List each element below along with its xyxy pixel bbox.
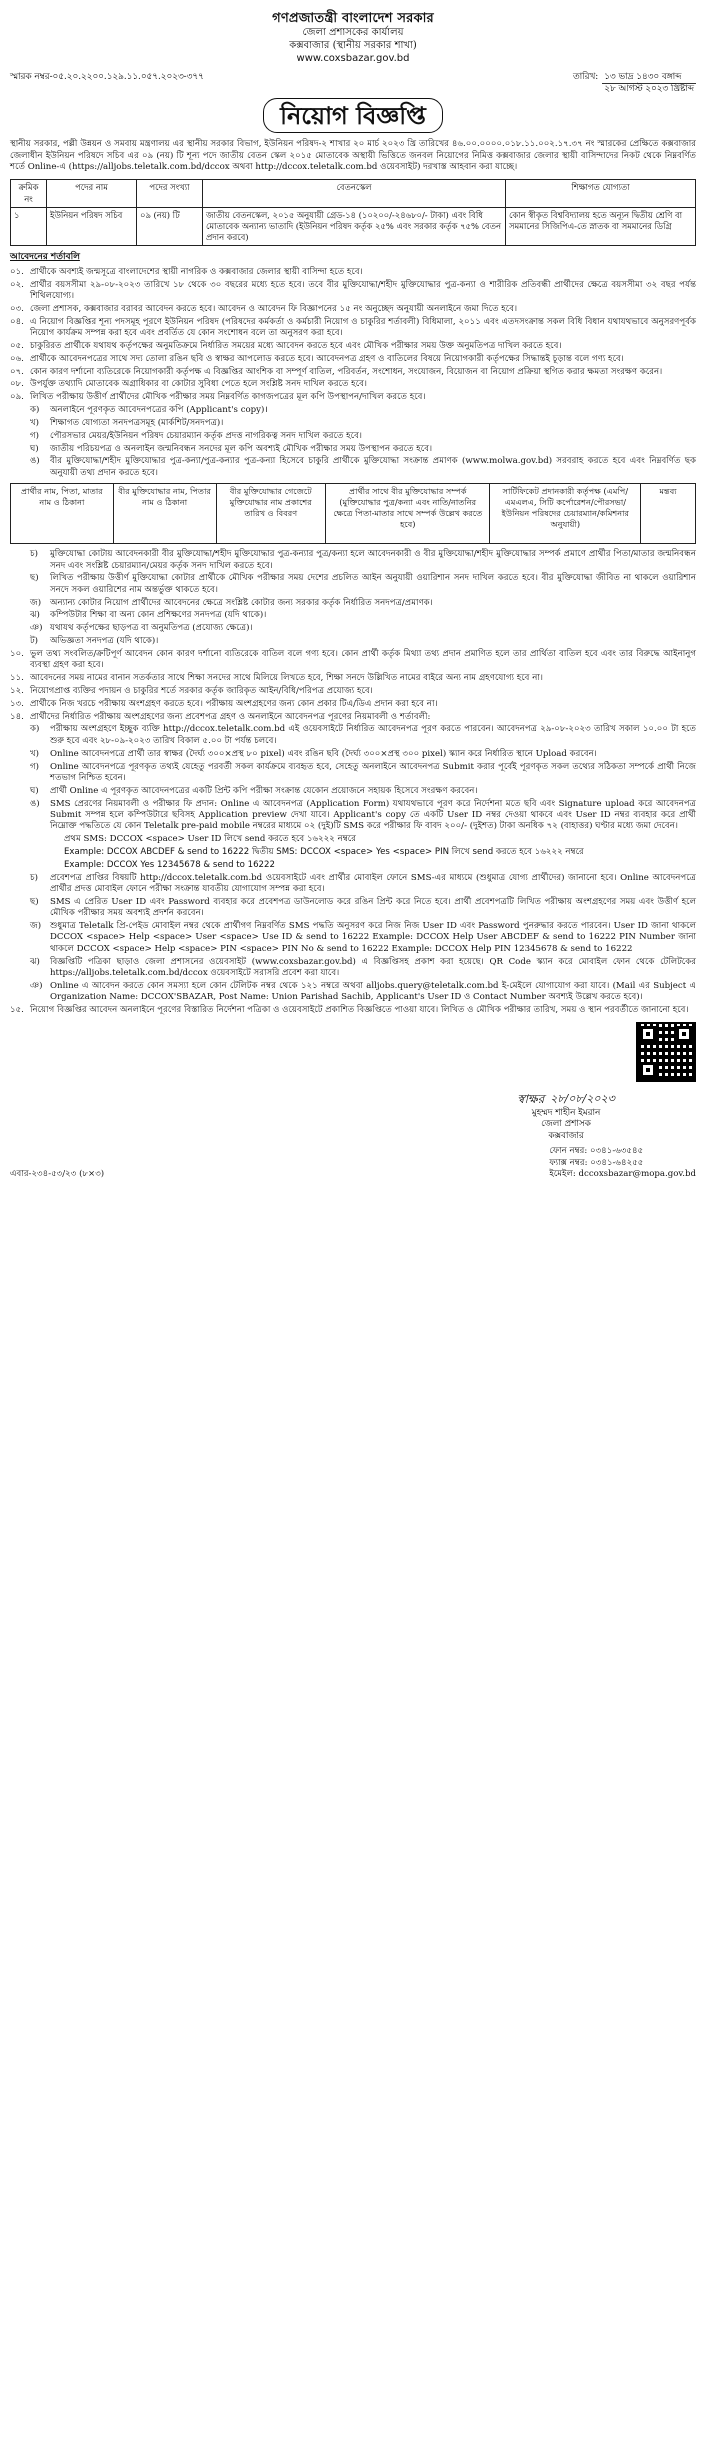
condition-text: শুধুমাত্র Teletalk প্রি-পেইড মোবাইল নম্বর থেকে প্রার্থীগণ নিম্নবর্ণিত SMS পদ্ধতি অনুসরণ করে নিজ নিজ User ID এবং Password পুনরুদ্ধার করতে পারবেন। User ID জানা থাকলে DCCOX <space> Help <space> User <space> Use ID & send to 16222 Example: DCCOX Help User ABCDEF & send to 16222 PIN Number জানা থাকলে DCCOX <space> Help <space> PIN <space> PIN No & send to 16222 Example: DCCOX Help PIN 12345678 & send to 16222 [50, 920, 696, 954]
condition-text: Online আবেদনপত্রে প্রার্থী তার স্বাক্ষর (দৈর্ঘ্য ৩০০×প্রস্থ ৮০ pixel) এবং রঙিন ছবি (দৈর্ঘ্য ৩০০×প্রস্থ ৩০০ pixel) স্ক্যান করে নির্ধারিত স্থানে Upload করবেন। [50, 748, 597, 759]
signature-scribble: স্বাক্ষর [517, 1091, 545, 1106]
condition-text: প্রার্থীকে অবশ্যই জন্মসূত্রে বাংলাদেশের স্থায়ী নাগরিক ও কক্সবাজার জেলার স্থায়ী বাসিন্দা হতে হবে। [30, 266, 363, 277]
condition-item [10, 304, 696, 315]
col-scale: বেতনস্কেল [203, 180, 506, 207]
condition-number: ০১. [10, 266, 24, 277]
condition-number: ১৫. [10, 1004, 24, 1015]
fax-number: ফ্যাক্স নম্বর: ০৩৪১-৬৪২৫৫ [549, 1157, 644, 1168]
conditions-continued-row [10, 549, 696, 1018]
condition-item [10, 444, 696, 455]
condition-item [10, 873, 696, 896]
condition-number: ১৩. [10, 698, 24, 709]
col-sl: ক্রমিক নং [11, 180, 47, 207]
condition-text: এ নিয়োগ বিজ্ঞপ্তির শূন্য পদসমূহ পূরণে ইউনিয়ন পরিষদ (পরিষদের কর্মকর্তা ও কর্মচারী নিয়োগ ও চাকুরির শর্তাবলী) বিধিমালা, ২০১১ এবং এতদসংক্রান্ত সকল বিধি বিধান যথাযথভাবে অনুসরণপূর্বক নিয়োগ কার্যক্রম সম্পন্ন করা হবে এবং প্রবর্তিত যে কোন সংশোধন বলে তা অনুসরণ করা হবে। [30, 316, 696, 339]
condition-number: ঞ) [30, 980, 43, 991]
condition-text: উপর্যুক্ত তথ্যাদি মোতাবেক অগ্রাধিকার বা কোটার সুবিধা পেতে হলে সংশ্লিষ্ট সনদ দাখিল করতে হবে। [30, 379, 368, 390]
date-box [573, 72, 696, 96]
condition-text: প্রার্থীর বয়সসীমা ২৯-০৮-২০২৩ তারিখে ১৮ থেকে ৩০ বছরের মধ্যে হতে হবে। তবে বীর মুক্তিযোদ্ধা/শহীদ মুক্তিযোদ্ধার পুত্র-কন্যা ও শারীরিক প্রতিবন্ধী প্রার্থীদের ক্ষেত্রে বয়সসীমা ৩২ বছর পর্যন্ত শিথিলযোগ্য। [30, 279, 696, 301]
condition-number: ঙ) [30, 456, 40, 467]
condition-text: Example: DCCOX ABCDEF & send to 16222 দ্বিতীয় SMS: DCCOX <space> Yes <space> PIN লিখে send করতে হবে ১৬২২২ নম্বরে [64, 846, 584, 857]
condition-number: ক) [30, 724, 40, 735]
header [10, 10, 696, 66]
condition-number: ঝ) [30, 956, 40, 967]
condition-text: আবেদনের সময় নামের বানান সতর্কতার সাথে শিক্ষা সনদের সাথে মিলিয়ে লিখতে হবে, শিক্ষা সনদে উল্লিখিত নামের বাইরে অন্য নাম গ্রহণযোগ্য হবে না। [30, 673, 543, 684]
condition-number: ট) [30, 636, 39, 647]
wf-col-3: বীর মুক্তিযোদ্ধার গেজেটে মুক্তিযোদ্ধার নাম প্রকাশের তারিখ ও বিবরণ [216, 484, 326, 544]
condition-text: চাকুরিরত প্রার্থীকে যথাযথ কর্তৃপক্ষের অনুমতিক্রমে নির্ধারিত সময়ের মধ্যে আবেদন করতে হবে এবং মৌখিক পরীক্ষার সময় উক্ত অনুমতিপত্র দাখিল করতে হবে। [30, 340, 562, 351]
condition-number: ঙ) [30, 798, 40, 809]
condition-item [10, 957, 696, 980]
condition-text: শিক্ষাগত যোগ্যতা সনদপত্রসমূহ (মার্কশিট/সনদপত্র)। [50, 417, 224, 428]
condition-number: ১০. [10, 648, 24, 659]
condition-item [10, 897, 696, 920]
condition-text: কোন কারণ দর্শানো ব্যতিরেকে নিয়োগকারী কর্তৃপক্ষ এ বিজ্ঞপ্তির আংশিক বা সম্পূর্ণ বাতিল, পরিবর্তন, সংশোধন, সংযোজন, বিয়োজন বা নিয়োগ প্রক্রিয়া স্থগিত করার ক্ষমতা সংরক্ষণ করেন। [30, 366, 663, 377]
condition-item [10, 699, 696, 710]
condition-text: Example: DCCOX Yes 12345678 & send to 16222 [64, 859, 275, 870]
condition-text: মুক্তিযোদ্ধা কোটায় আবেদনকারী বীর মুক্তিযোদ্ধা/শহীদ মুক্তিযোদ্ধার পুত্র-কন্যার পুত্র/কন্যা হলে আবেদনকারী ও বীর মুক্তিযোদ্ধা/শহীদ মুক্তিযোদ্ধার সম্পর্ক প্রমাণে প্রার্থীর পিতা/মাতার জন্মনিবন্ধন সনদ এবং সংশ্লিষ্ট চেয়ারম্যান/মেয়র কর্তৃক সনদ দাখিল করতে হবে। [50, 549, 696, 571]
condition-number: ঝ) [30, 610, 40, 621]
condition-number: ০২. [10, 279, 24, 290]
footer [10, 1146, 696, 1180]
condition-number: ছ) [30, 896, 39, 907]
condition-text: পৌরসভার মেয়র/ইউনিয়ন পরিষদ চেয়ারম্যান কর্তৃক প্রদত্ত নাগরিকত্ব সনদ দাখিল করতে হবে। [50, 430, 362, 441]
condition-number: ০৬. [10, 353, 24, 364]
condition-number: ১৪. [10, 711, 24, 722]
condition-text: প্রথম SMS: DCCOX <space> User ID লিখে send করতে হবে ১৬২২২ নম্বরে [64, 834, 356, 845]
date-bangla: ১৩ ভাদ্র ১৪৩০ বঙ্গাব্দ [602, 72, 696, 85]
email-address[interactable]: ইমেইল: dccoxsbazar@mopa.gov.bd [549, 1169, 696, 1180]
condition-number: ০৪. [10, 316, 24, 327]
condition-number: ঘ) [30, 443, 39, 454]
signatory-name: মুহম্মদ শাহীন ইমরান [531, 1107, 601, 1118]
condition-item [10, 341, 696, 352]
condition-item [10, 724, 696, 747]
condition-text: পরীক্ষায় অংশগ্রহণে ইচ্ছুক ব্যক্তি http://dccox.teletalk.com.bd এই ওয়েবসাইটে নির্ধারিত আবেদনপত্র পূরণ করতে পারবেন। আবেদনপত্র ২৯-০৮-২০২৩ তারিখ সকাল ১০.০০ টা হতে শুরু হবে এবং ২৮-০৯-২০২৩ তারিখ বিকাল ৫.০০ টা পর্যন্ত চলবে। [50, 724, 696, 746]
condition-text: অভিজ্ঞতা সনদপত্র (যদি থাকে)। [50, 636, 159, 647]
print-code: এবার-২৩৪-৫৩/২৩ (৮×৩) [10, 1169, 105, 1180]
condition-item [10, 834, 696, 845]
condition-text: কম্পিউটার শিক্ষা বা অন্য কোন প্রশিক্ষণের সনদপত্র (যদি থাকে)। [50, 610, 267, 621]
condition-item [10, 573, 696, 596]
cell-count: ০৯ (নয়) টি [137, 207, 203, 245]
condition-text: বীর মুক্তিযোদ্ধা/শহীদ মুক্তিযোদ্ধার পুত্র-কন্যা/পুত্র-কন্যার পুত্র-কন্যা হিসেবে চাকুরি প্রার্থীকে মুক্তিযোদ্ধা সংক্রান্ত প্রমাণক (www.molwa.gov.bd) সরবরাহ করতে হবে এবং নিম্নবর্ণিত ছক অনুযায়ী তথ্য প্রদান করতে হবে। [50, 456, 696, 478]
condition-number: ঘ) [30, 785, 39, 796]
condition-number: চ) [30, 872, 38, 883]
condition-number [44, 847, 64, 858]
condition-number: ১২. [10, 685, 24, 696]
condition-text: SMS এ প্রেরিত User ID এবং Password ব্যবহার করে প্রবেশপত্র ডাউনলোড করে রঙিন প্রিন্ট করে নিতে হবে। প্রার্থী প্রবেশপত্রটি লিখিত পরীক্ষায় অংশগ্রহণের সময় এবং উত্তীর্ণ হলে মৌখিক পরীক্ষার সময় অবশ্যই প্রদর্শন করবেন। [50, 896, 696, 919]
wf-col-4: প্রার্থীর সাথে বীর মুক্তিযোদ্ধার সম্পর্ক (মুক্তিযোদ্ধার পুত্র/কন্যা এবং নাতি/নাতনির ক্ষেত্রে পিতা-মাতার সাথে সম্পর্ক উল্লেখ করতে হবে) [326, 484, 490, 544]
condition-item [10, 610, 696, 621]
condition-item [10, 762, 696, 785]
government-name: গণপ্রজাতন্ত্রী বাংলাদেশ সরকার [272, 11, 434, 26]
date-english: ২৮ আগস্ট ২০২৩ খ্রিষ্টাব্দ [604, 84, 694, 95]
condition-text: বিজ্ঞপ্তিটি পত্রিকা ছাড়াও জেলা প্রশাসনের ওয়েবসাইট (www.coxsbazar.gov.bd) এ বিজ্ঞপ্তিসহ প্রকাশ করা হয়েছে। QR Code স্ক্যান করে মোবাইল ফোন থেকে টেলিটকের https://alljobs.teletalk.com.bd/dccox ওয়েবসাইটে সরাসরি প্রবেশ করা যাবে। [50, 956, 696, 978]
signatory-designation: জেলা প্রশাসক [541, 1119, 591, 1130]
condition-number [44, 834, 64, 845]
condition-item [10, 367, 696, 378]
condition-text: Online আবেদনপত্রে পূরণকৃত তথ্যই যেহেতু পরবর্তী সকল কার্যক্রমে ব্যবহৃত হবে, সেহেতু অনলাইনে আবেদনপত্র Submit করার পূর্বেই পূরণকৃত সকল তথ্যের সঠিকতা সম্পর্কে প্রার্থী নিজে শতভাগ নিশ্চিত হবেন। [50, 761, 696, 783]
condition-text: ভুল তথ্য সংবলিত/ক্রটিপূর্ণ আবেদন কোন কারণ দর্শানো ব্যতিরেকে বাতিল বলে গণ্য হবে। কোন প্রার্থী কর্তৃক মিথ্যা তথ্য প্রদান প্রমাণিত হলে তার প্রার্থিতা বাতিল হবে এবং তার বিরুদ্ধে আইনানুগ ব্যবস্থা গ্রহণ করা হবে। [30, 648, 696, 671]
condition-number: ০৮. [10, 379, 24, 390]
qr-code-icon[interactable] [636, 1022, 696, 1082]
condition-text: যথাযথ কর্তৃপক্ষের ছাড়পত্র বা অনুমতিপত্র (প্রযোজ্য ক্ষেত্রে)। [50, 623, 253, 634]
notice-title: নিয়োগ বিজ্ঞপ্তি [263, 98, 443, 134]
condition-item [10, 673, 696, 684]
condition-text: জেলা প্রশাসক, কক্সবাজার বরাবর আবেদন করতে হবে। আবেদন ও আবেদন ফি বিজ্ঞাপনের ১৫ নং অনুচ্ছেদ অনুযায়ী অনলাইনে জমা দিতে হবে। [30, 303, 518, 314]
condition-number: গ) [30, 430, 39, 441]
table-row [11, 207, 696, 245]
signatory-district: কক্সবাজার [548, 1130, 584, 1141]
condition-number: খ) [30, 748, 39, 759]
condition-text: Online এ আবেদন করতে কোন সমস্যা হলে কোন টেলিটক নম্বর থেকে ১২১ নম্বরে অথবা alljobs.query@teletalk.com.bd ই-মেইলে যোগাযোগ করা যাবে। (Mail এর Subject এ Organization Name: DCCOX'SBAZAR, Post Name: Union Parishad Sachib, Applicant's User ID ও Contact Number অবশ্যই উল্লেখ করতে হবে)। [50, 980, 696, 1003]
signature-block [466, 1092, 666, 1143]
col-qualification: শিক্ষাগত যোগ্যতা [506, 180, 696, 207]
condition-number: ক) [30, 405, 40, 416]
cell-scale: জাতীয় বেতনস্কেল, ২০১৫ অনুযায়ী গ্রেড-১৪ (১০২০০/-২৪৬৮০/- টাকা) এবং বিধি মোতাবেক অন্যান্য ভাতাদি (ইউনিয়ন পরিষদ কর্তৃক ২৫% এবং সরকার কর্তৃক ৭৫% বেতন প্রদান করবে) [203, 207, 506, 245]
condition-item [10, 354, 696, 365]
condition-item [10, 379, 696, 390]
cell-qualification: কোন স্বীকৃত বিশ্ববিদ্যালয় হতে অন্যূন দ্বিতীয় শ্রেণি বা সমমানের সিজিপিএ-তে স্নাতক বা সমমানের ডিগ্রি [506, 207, 696, 245]
freedom-fighter-table-header [11, 484, 696, 544]
condition-number: ঞ) [30, 623, 43, 634]
condition-item [10, 549, 696, 572]
freedom-fighter-table [10, 483, 696, 544]
condition-item [10, 405, 696, 416]
wf-col-2: বীর মুক্তিযোদ্ধার নাম, পিতার নাম ও ঠিকানা [113, 484, 216, 544]
condition-item [10, 921, 696, 955]
condition-text: প্রার্থীকে নিজ খরচে পরীক্ষায় অংশগ্রহণ করতে হবে। পরীক্ষায় অংশগ্রহণের জন্য কোন প্রকার টিএ/ডিএ প্রদান করা হবে না। [30, 698, 438, 709]
condition-item [10, 860, 696, 871]
condition-number: ০৭. [10, 366, 24, 377]
condition-text: লিখিত পরীক্ষায় উত্তীর্ণ প্রার্থীদের মৌখিক পরীক্ষার সময় নিম্নবর্ণিত কাগজপত্রের মূল কপি উপস্থাপন/দাখিল করতে হবে। [30, 392, 426, 403]
condition-item [10, 981, 696, 1004]
condition-item [10, 456, 696, 479]
condition-item [10, 392, 696, 403]
condition-text: SMS প্রেরণের নিয়মাবলী ও পরীক্ষার ফি প্রদান: Online এ আবেদনপত্র (Application Form) যথাযথভাবে পূরণ করে নির্দেশনা মতে ছবি এবং Signature upload করে আবেদনপত্র Submit সম্পন্ন হলে কম্পিউটারে ছবিসহ Application preview দেখা যাবে। Applicant's copy তে একটি User ID নম্বর দেওয়া থাকবে এবং User ID নম্বর ব্যবহার করে প্রার্থী নিম্নোক্ত পদ্ধতিতে যে কোন Teletalk pre-paid mobile নম্বরের মাধ্যমে ০২ (দুই)টি SMS করে পরীক্ষার ফি বাবদ ২০০/- (দুইশত) টাকা অনধিক ৭২ (বাহাত্তর) ঘণ্টার মধ্যে জমা দেবেন। [50, 798, 696, 832]
reference-row [10, 72, 696, 96]
condition-item [10, 317, 696, 340]
condition-text: লিখিত পরীক্ষায় উত্তীর্ণ মুক্তিযোদ্ধা কোটার প্রার্থীকে মৌখিক পরীক্ষার সময় দেশের প্রচলিত আইন অনুযায়ী ওয়ারিশান সনদ দাখিল করতে হবে। বীর মুক্তিযোদ্ধা জীবিত না থাকলে ওয়ারিশান সনদে সকল ওয়ারিশের নাম অন্তর্ভুক্ত থাকতে হবে। [50, 573, 696, 595]
condition-text: নিয়োগপ্রাপ্ত ব্যক্তির পদায়ন ও চাকুরির শর্তে সরকার কর্তৃক জারিকৃত আইন/বিধি/পরিপত্র প্রযোজ্য হবে। [30, 685, 373, 696]
col-post: পদের নাম [47, 180, 137, 207]
condition-number: চ) [30, 549, 38, 560]
conditions-list [10, 267, 696, 479]
condition-text: অনলাইনে পূরণকৃত আবেদনপত্রের কপি (Applicant's copy)। [50, 405, 268, 416]
branch-name: কক্সবাজার (স্থানীয় সরকার শাখা) [289, 39, 417, 51]
office-name: জেলা প্রশাসকের কার্যালয় [302, 27, 404, 39]
wf-col-6: মন্তব্য [641, 484, 696, 544]
conditions-continued [10, 549, 696, 1018]
condition-text: জাতীয় পরিচয়পত্র ও অনলাইন জন্মনিবন্ধন সনদের মূল কপি অবশ্যই মৌখিক পরীক্ষার সময় উপস্থাপন করতে হবে। [50, 443, 433, 454]
condition-item [10, 847, 696, 858]
intro-paragraph: স্থানীয় সরকার, পল্লী উন্নয়ন ও সমবায় মন্ত্রণালয় এর স্থানীয় সরকার বিভাগ, ইউনিয়ন পরিষদ-২ শাখার ২০ মার্চ ২০২৩ খ্রি তারিখের ৪৬.০০.০০০০.০১৮.১১.০০২.১৭.৩৭ নং স্মারকের প্রেক্ষিতে কক্সবাজার জেলাধীন ইউনিয়ন পরিষদে সচিব এর ০৯ (নয়) টি শূন্য পদে জাতীয় বেতন স্কেল ২০১৫ মোতাবেক অস্থায়ী ভিত্তিতে জনবল নিয়োগের নিমিত্ত কক্সবাজার জেলার স্থায়ী বাসিন্দাদের নিকট থেকে নিম্নবর্ণিত শর্তে Online-এ (https://alljobs.teletalk.com.bd/dccox অথবা http://dccox.teletalk.com.bd ওয়েবসাইট) দরখাস্ত আহবান করা যাচ্ছে। [10, 139, 696, 173]
cell-sl: ১ [11, 207, 47, 245]
signature-date: ২৮/০৮/২০২৩ [550, 1092, 615, 1106]
condition-number: ০৯. [10, 392, 24, 403]
condition-text: অন্যান্য কোটার নিয়োগ প্রার্থীদের আবেদনের ক্ষেত্রে সংশ্লিষ্ট কোটার জন্য সরকার কর্তৃক নির্ধারিত সনদপত্র/প্রমাণক। [50, 597, 433, 608]
condition-item [10, 686, 696, 697]
condition-number: ১১. [10, 673, 24, 684]
condition-item [10, 786, 696, 797]
condition-item [10, 598, 696, 609]
posts-table-header [11, 180, 696, 207]
condition-item [10, 418, 696, 429]
condition-text: নিয়োগ বিজ্ঞপ্তির আবেদন অনলাইনে পূরণের বিস্তারিত নির্দেশনা পত্রিকা ও ওয়েবসাইটে প্রকাশিত বিজ্ঞপ্তিতে পাওয়া যাবে। লিখিত ও মৌখিক পরীক্ষার তারিখ, সময় ও স্থান পরবর্তীতে জানানো হবে। [30, 1004, 689, 1015]
date-label: তারিখ: [572, 71, 599, 82]
condition-text: প্রার্থী Online এ পূরণকৃত আবেদনপত্রের একটি প্রিন্ট কপি পরীক্ষা সংক্রান্ত যেকোন প্রয়োজনে সহায়ক হিসেবে সংরক্ষণ করবেন। [50, 785, 478, 796]
condition-item [10, 623, 696, 634]
condition-item [10, 712, 696, 723]
posts-table [10, 179, 696, 245]
website[interactable]: www.coxsbazar.gov.bd [296, 52, 410, 64]
condition-item [10, 636, 696, 647]
condition-number [44, 860, 64, 871]
condition-text: প্রবেশপত্র প্রাপ্তির বিষয়টি http://dccox.teletalk.com.bd ওয়েবসাইটে এবং প্রার্থীর মোবাইল ফোনে SMS-এর মাধ্যমে (শুধুমাত্র যোগ্য প্রার্থীদের) জানানো হবে। Online আবেদনপত্রে প্রার্থীর প্রদত্ত মোবাইল ফোনে পরীক্ষা সংক্রান্ত যাবতীয় যোগাযোগ সম্পন্ন করা হবে। [50, 872, 696, 894]
cell-post: ইউনিয়ন পরিষদ সচিব [47, 207, 137, 245]
condition-item [10, 1005, 696, 1016]
wf-col-1: প্রার্থীর নাম, পিতা, মাতার নাম ও ঠিকানা [11, 484, 114, 544]
phone-number: ফোন নম্বর: ০৩৪১-৬৩৫৪৫ [549, 1146, 644, 1157]
condition-number: ছ) [30, 573, 39, 584]
condition-item [10, 799, 696, 833]
condition-number: খ) [30, 417, 39, 428]
condition-number: জ) [30, 597, 42, 608]
memo-number: স্মারক নম্বর-০৫.২০.২২০০.১২৯.১১.০৫৭.২০২৩-৩৭৭ [10, 71, 204, 82]
condition-item [10, 267, 696, 278]
condition-item [10, 431, 696, 442]
wf-col-5: সার্টিফিকেট প্রদানকারী কর্তৃপক্ষ (এমপি/এমএলএ, সিটি কর্পোরেশন/পৌরসভা/ইউনিয়ন পরিষদের চেয়ারম্যান/কমিশনার অনুযায়ী) [490, 484, 641, 544]
condition-text: প্রার্থীকে আবেদনপত্রের সাথে সদ্য তোলা রঙিন ছবি ও স্বাক্ষর আপলোড করতে হবে। আবেদনপত্র গ্রহণ ও বাতিলের বিষয়ে নিয়োগকারী কর্তৃপক্ষের সিদ্ধান্তই চূড়ান্ত বলে গণ্য হবে। [30, 353, 624, 364]
conditions-title: আবেদনের শর্তাবলি [10, 251, 80, 262]
condition-number: গ) [30, 761, 39, 772]
condition-number: ০৫. [10, 340, 24, 351]
condition-text: প্রার্থীদের নির্ধারিত পরীক্ষায় অংশগ্রহণের জন্য প্রবেশপত্র গ্রহণ ও অনলাইনে আবেদনপত্র পূরণের নিয়মাবলী ও শর্তাবলী: [30, 711, 431, 722]
condition-item [10, 749, 696, 760]
col-count: পদের সংখ্যা [137, 180, 203, 207]
condition-number: জ) [30, 920, 42, 931]
condition-number: ০৩. [10, 303, 24, 314]
condition-item [10, 649, 696, 672]
condition-item [10, 280, 696, 303]
